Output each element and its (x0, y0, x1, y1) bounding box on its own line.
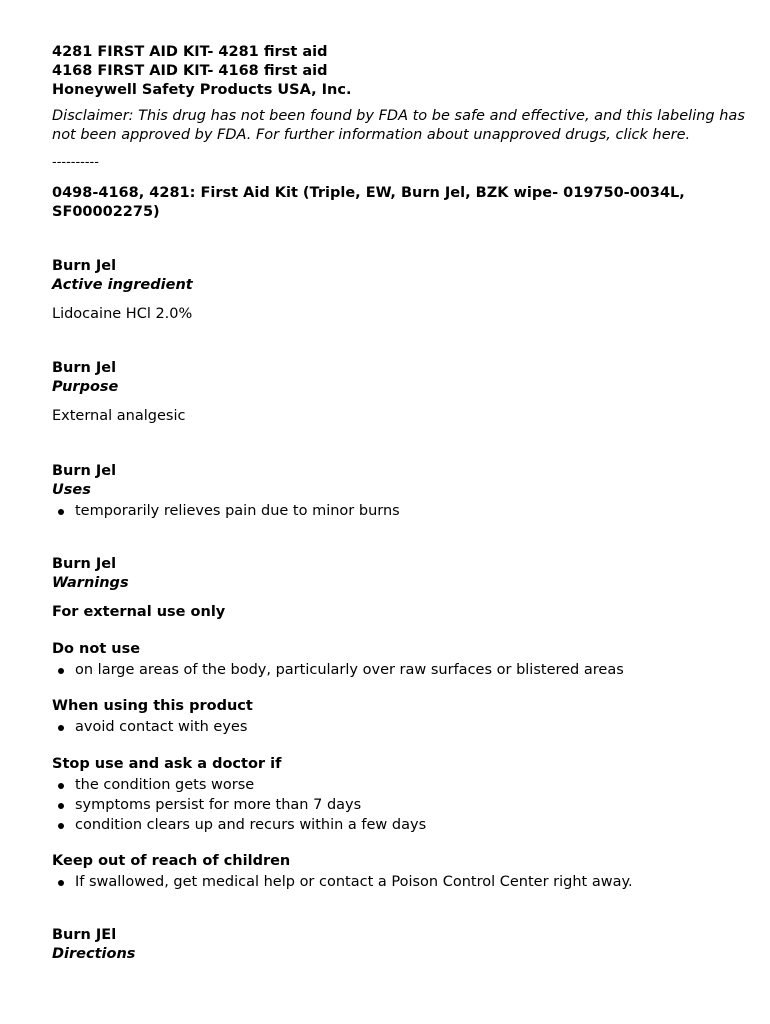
product-title-2: 4168 FIRST AID KIT- 4168 first aid (52, 63, 328, 79)
when-using-heading: When using this product (52, 698, 253, 714)
bullet-icon (58, 823, 64, 829)
list-item-text: the condition gets worse (75, 777, 255, 793)
list-item-text: condition clears up and recurs within a few days (75, 817, 427, 833)
warnings-section (52, 555, 752, 892)
bullet-icon (58, 880, 64, 886)
bullet-icon (58, 668, 64, 674)
active-ingredient-section (52, 257, 752, 324)
document-page (52, 43, 752, 964)
list-item-text: on large areas of the body, particularly over raw surfaces or blistered areas (75, 662, 624, 678)
section-heading: Warnings (52, 575, 129, 591)
list-item (52, 717, 752, 737)
keep-out-heading: Keep out of reach of children (52, 853, 291, 869)
list-item (52, 501, 752, 521)
list-item (52, 775, 752, 795)
section-product-name: Burn Jel (52, 258, 117, 274)
list-item (52, 660, 752, 680)
purpose-section (52, 359, 752, 426)
list-item-text: avoid contact with eyes (75, 719, 248, 735)
external-use-note: For external use only (52, 604, 226, 620)
separator-line: ---------- (52, 155, 99, 170)
manufacturer-name: Honeywell Safety Products USA, Inc. (52, 82, 352, 98)
list-item (52, 815, 752, 835)
section-heading: Uses (52, 482, 91, 498)
fda-disclaimer: Disclaimer: This drug has not been found by FDA to be safe and effective, and this labeling has not been approved by FDA. For further information about unapproved drugs, click here. (52, 108, 745, 143)
purpose-text: External analgesic (52, 408, 186, 424)
keep-out-list (52, 872, 752, 892)
section-product-name: Burn Jel (52, 463, 117, 479)
section-product-name: Burn Jel (52, 360, 117, 376)
uses-list (52, 501, 752, 521)
section-heading: Directions (52, 946, 136, 962)
list-item (52, 872, 752, 892)
directions-section (52, 926, 752, 964)
kit-code-title: 0498-4168, 4281: First Aid Kit (Triple, EW, Burn Jel, BZK wipe- 019750-0034L, SF00002275) (52, 185, 685, 220)
do-not-use-heading: Do not use (52, 641, 141, 657)
when-using-list (52, 717, 752, 737)
do-not-use-list (52, 660, 752, 680)
bullet-icon (58, 509, 64, 515)
section-product-name: Burn JEl (52, 927, 117, 943)
list-item (52, 795, 752, 815)
list-item-text: symptoms persist for more than 7 days (75, 797, 362, 813)
list-item-text: temporarily relieves pain due to minor burns (75, 503, 400, 519)
uses-section (52, 462, 752, 521)
bullet-icon (58, 783, 64, 789)
product-title-1: 4281 FIRST AID KIT- 4281 first aid (52, 44, 328, 60)
active-ingredient-text: Lidocaine HCl 2.0% (52, 306, 193, 322)
list-item-text: If swallowed, get medical help or contact a Poison Control Center right away. (75, 874, 633, 890)
bullet-icon (58, 803, 64, 809)
section-heading: Active ingredient (52, 277, 193, 293)
stop-use-heading: Stop use and ask a doctor if (52, 756, 282, 772)
section-heading: Purpose (52, 379, 119, 395)
stop-use-list (52, 775, 752, 835)
section-product-name: Burn Jel (52, 556, 117, 572)
bullet-icon (58, 725, 64, 731)
